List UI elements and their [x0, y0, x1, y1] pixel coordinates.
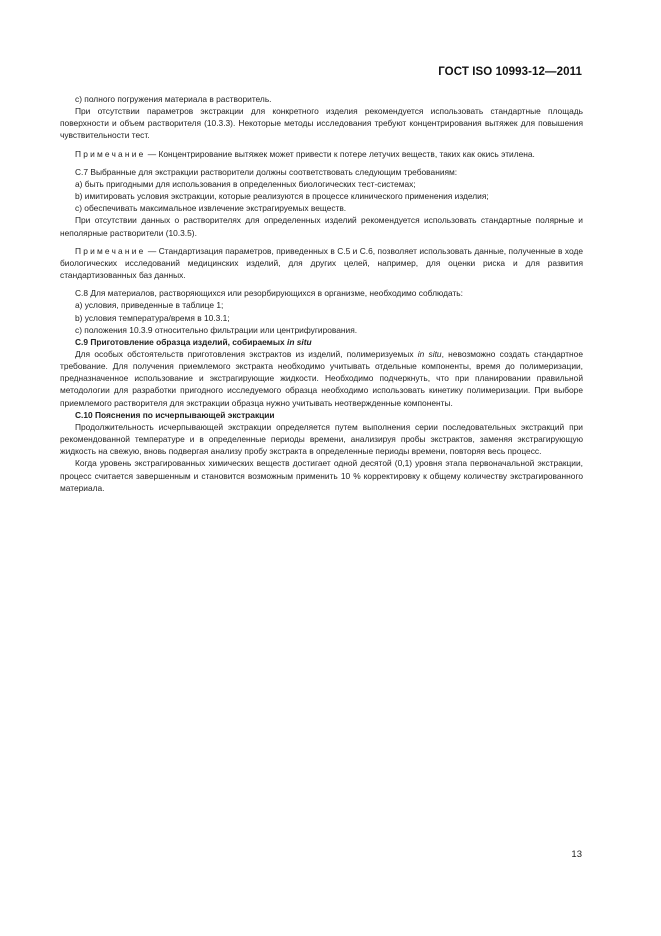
list-item: a) условия, приведенные в таблице 1;: [75, 300, 224, 311]
list-item: b) имитировать условия экстракции, которые реализуются в процессе клинического применения изделия;: [75, 191, 489, 202]
paragraph: с) полного погружения материала в растворитель.: [75, 94, 272, 104]
paragraph: При отсутствии данных о растворителях для определенных изделий рекомендуется использовать стандартные полярные и неполярные растворители (10.3.5).: [60, 215, 583, 238]
document-body: [60, 93, 583, 494]
paragraph: При отсутствии параметров экстракции для конкретного изделия рекомендуется использовать стандартные площадь поверхности и объем растворителя (10.3.3). Некоторые методы исследования требуют концентрирования вытяжек для повышения чувствительности тест.: [60, 106, 583, 141]
list-item: c) положения 10.3.9 относительно фильтрации или центрифугирования.: [75, 324, 358, 335]
paragraph: С.8 Для материалов, растворяющихся или резорбирующихся в организме, необходимо соблюдать:: [75, 288, 463, 299]
paragraph: Когда уровень экстрагированных химических веществ достигает одной десятой (0,1) уровня этапа первоначальной экстракции, процесс считается завершенным и становится возможным применить 10 % корректировку к общему количеству экстрагированного материала.: [60, 458, 583, 493]
section-heading: С.9 Приготовление образца изделий, собираемых in situ: [75, 336, 312, 347]
document-header: ГОСТ ISO 10993-12—2011: [438, 66, 582, 78]
paragraph: Для особых обстоятельств приготовления экстрактов из изделий, полимеризуемых in situ, невозможно создать стандартное требование. Для получения приемлемого экстракта необходимо учитывать отдельные компоненты, время до полимеризации, предназначенное использование и экстрагирующие жидкости. Необходимо подчеркнуть, что при планировании правильной методологии для разработки пригодного исследуемого образца необходимо использовать кинетику полимеризации. При выборе приемлемого растворителя для экстракции образца нужно учитывать неотвержденные компоненты.: [60, 348, 584, 408]
note-paragraph: Примечание — Концентрирование вытяжек может привести к потере летучих веществ, таких как окись этилена.: [75, 148, 535, 159]
section-heading: С.10 Пояснения по исчерпывающей экстракции: [75, 409, 275, 420]
list-item: c) обеспечивать максимальное извлечение экстрагируемых веществ.: [75, 203, 347, 214]
note-label: Примечание: [75, 245, 146, 256]
list-item: a) быть пригодными для использования в определенных биологических тест-системах;: [75, 178, 416, 189]
note-label: Примечание: [75, 148, 146, 159]
paragraph: С.7 Выбранные для экстракции растворители должны соответствовать следующим требованиям:: [75, 166, 458, 177]
paragraph: Продолжительность исчерпывающей экстракции определяется путем выполнения серии последовательных экстракций при рекомендованной температуре и в определенные периоды времени, анализируя пробы экстрактов, заменяя экстрагирующую жидкость на свежую, вновь подвергая анализу пробу экстракта в определенные периоды времени, повторяя весь процесс.: [60, 421, 583, 457]
note-paragraph: Примечание — Стандартизация параметров, приведенных в С.5 и С.6, позволяет использовать данные, полученные в ходе биологических исследований медицинских изделий, для других целей, например, для оценки риска и для развития стандартизованных баз данных.: [60, 245, 583, 281]
page-number: 13: [571, 849, 582, 860]
list-item: b) условия температура/время в 10.3.1;: [75, 312, 230, 323]
